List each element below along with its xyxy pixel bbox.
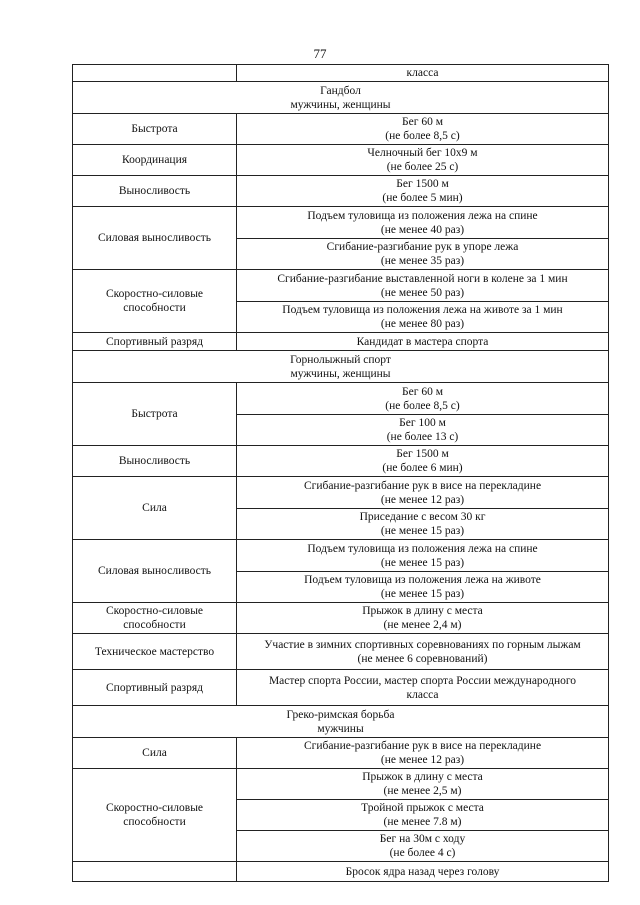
cell-text-line: Сгибание-разгибание рук в упоре лежа: [326, 241, 519, 253]
cell-text-line: (не менее 50 раз): [380, 286, 465, 299]
cell-text-line: Подъем туловища из положения лежа на спине: [307, 209, 538, 222]
sport-section-title: [73, 706, 609, 738]
quality-cell: [73, 446, 237, 477]
table-row: [73, 477, 609, 509]
test-standard-cell: [237, 540, 609, 572]
cell-text-line: Тройной прыжок с места: [361, 802, 484, 814]
quality-cell: [73, 114, 237, 145]
standards-table: [72, 64, 609, 882]
table-row: [73, 114, 609, 145]
cell-text-line: (не более 25 с): [386, 161, 459, 173]
sport-gender: мужчины, женщины: [290, 367, 391, 380]
table-row: [73, 738, 609, 769]
sport-section-row: [73, 706, 609, 738]
test-standard-cell: [237, 769, 609, 800]
test-standard-cell: [237, 446, 609, 477]
test-standard-cell: [237, 477, 609, 509]
cell-text-line: Бег 1500 м: [396, 178, 449, 190]
quality-cell: [73, 670, 237, 706]
quality-cell: [73, 477, 237, 540]
test-standard-cell: [237, 65, 609, 82]
sport-section-title: [73, 351, 609, 383]
quality-cell: [73, 634, 237, 670]
cell-text-line: (не менее 15 раз): [380, 525, 465, 537]
cell-text-line: (не менее 40 раз): [380, 223, 465, 236]
sport-name: Греко-римская борьба: [286, 708, 395, 721]
test-standard-cell: [237, 572, 609, 603]
test-standard-cell: [237, 738, 609, 769]
test-standard-cell: [237, 415, 609, 446]
quality-label: Скоростно-силовые способности: [105, 288, 204, 314]
cell-text-line: Бег 60 м: [402, 385, 443, 398]
test-standard-cell: [237, 145, 609, 176]
test-standard-cell: [237, 862, 609, 882]
cell-text-line: (не менее 12 раз): [380, 754, 465, 766]
cell-text-line: Подъем туловища из положения лежа на животе за 1 мин: [282, 304, 563, 316]
test-standard-cell: [237, 383, 609, 415]
cell-text-line: Челночный бег 10х9 м: [367, 147, 478, 159]
cell-text-line: (не менее 35 раз): [380, 255, 465, 267]
quality-label: Сила: [142, 502, 167, 514]
test-standard-cell: [237, 176, 609, 207]
cell-text-line: (не менее 15 раз): [380, 556, 465, 569]
test-standard-cell: [237, 302, 609, 333]
cell-text-line: (не более 8,5 с): [385, 399, 460, 412]
table-row: [73, 603, 609, 634]
cell-text-line: Приседание с весом 30 кг: [359, 511, 486, 523]
cell-text-line: (не менее 2,4 м): [383, 619, 462, 631]
cell-text-line: (не менее 2,5 м): [383, 785, 462, 797]
quality-cell: [73, 270, 237, 333]
cell-text-line: Мастер спорта России, мастер спорта России международного: [268, 674, 577, 687]
table-row: [73, 634, 609, 670]
cell-text-line: Подъем туловища из положения лежа на спине: [307, 542, 538, 555]
quality-label: Сила: [142, 747, 167, 759]
quality-cell: [73, 383, 237, 446]
cell-text-line: (не менее 15 раз): [380, 588, 465, 600]
cell-text-line: (не менее 80 раз): [380, 318, 465, 330]
test-standard-cell: [237, 114, 609, 145]
quality-label: Скоростно-силовые способности: [105, 605, 204, 631]
quality-label: Скоростно-силовые способности: [105, 802, 204, 828]
test-standard-cell: [237, 634, 609, 670]
quality-cell: [73, 65, 237, 82]
sport-gender: мужчины: [317, 722, 364, 735]
cell-text-line: Бег 60 м: [402, 116, 443, 128]
test-standard-cell: [237, 603, 609, 634]
table-row: [73, 270, 609, 302]
cell-text-line: (не менее 7.8 м): [383, 816, 462, 828]
quality-cell: [73, 207, 237, 270]
cell-text-line: (не более 5 мин): [382, 192, 463, 204]
table-row: [73, 65, 609, 82]
cell-text-line: (не более 4 с): [389, 847, 456, 859]
quality-label: Выносливость: [118, 455, 191, 467]
quality-label: Спортивный разряд: [106, 681, 203, 694]
cell-text-line: Кандидат в мастера спорта: [356, 335, 489, 348]
quality-cell: [73, 603, 237, 634]
quality-cell: [73, 862, 237, 882]
test-standard-cell: [237, 239, 609, 270]
sport-name: Горнолыжный спорт: [290, 353, 391, 366]
quality-cell: [73, 769, 237, 862]
quality-label: Техническое мастерство: [94, 645, 215, 658]
cell-text-line: класса: [406, 688, 439, 701]
cell-text-line: Участие в зимних спортивных соревнованиях по горным лыжам: [264, 638, 581, 651]
cell-text-line: Бросок ядра назад через голову: [345, 865, 500, 878]
cell-text-line: Бег 100 м: [399, 417, 446, 429]
cell-text-line: (не более 6 мин): [382, 462, 463, 474]
table-row: [73, 540, 609, 572]
table-row: [73, 446, 609, 477]
table-row: [73, 670, 609, 706]
quality-cell: [73, 176, 237, 207]
table-row: [73, 383, 609, 415]
sport-gender: мужчины, женщины: [290, 98, 391, 111]
test-standard-cell: [237, 831, 609, 862]
quality-label: Координация: [121, 154, 188, 166]
sport-section-row: [73, 351, 609, 383]
quality-label: Спортивный разряд: [106, 335, 203, 348]
cell-text-line: Сгибание-разгибание выставленной ноги в колене за 1 мин: [277, 272, 568, 285]
test-standard-cell: [237, 207, 609, 239]
page-number: 77: [313, 46, 327, 61]
cell-text-line: (не менее 6 соревнований): [357, 652, 488, 665]
cell-text-line: класса: [406, 67, 439, 79]
quality-cell: [73, 145, 237, 176]
quality-cell: [73, 540, 237, 603]
cell-text-line: Сгибание-разгибание рук в висе на перекладине: [303, 740, 542, 752]
test-standard-cell: [237, 670, 609, 706]
quality-cell: [73, 333, 237, 351]
test-standard-cell: [237, 509, 609, 540]
cell-text-line: Подъем туловища из положения лежа на животе: [304, 574, 541, 586]
sport-section-row: [73, 82, 609, 114]
quality-label: Силовая выносливость: [98, 232, 211, 244]
table-row: [73, 769, 609, 800]
test-standard-cell: [237, 333, 609, 351]
quality-cell: [73, 738, 237, 769]
quality-label: Быстрота: [131, 123, 178, 135]
cell-text-line: Прыжок в длину с места: [362, 771, 483, 783]
test-standard-cell: [237, 800, 609, 831]
quality-label: Силовая выносливость: [98, 565, 211, 577]
cell-text-line: Сгибание-разгибание рук в висе на перекладине: [303, 479, 542, 492]
cell-text-line: Прыжок в длину с места: [362, 605, 483, 617]
table-row: [73, 207, 609, 239]
cell-text-line: (не более 8,5 с): [385, 130, 460, 142]
table-row: [73, 862, 609, 882]
sport-name: Гандбол: [320, 84, 361, 97]
table-row: [73, 176, 609, 207]
table-row: [73, 333, 609, 351]
cell-text-line: (не более 13 с): [386, 431, 459, 443]
standards-table-body: [73, 65, 609, 882]
quality-label: Выносливость: [118, 185, 191, 197]
cell-text-line: Бег 1500 м: [396, 448, 449, 460]
test-standard-cell: [237, 270, 609, 302]
sport-section-title: [73, 82, 609, 114]
table-row: [73, 145, 609, 176]
cell-text-line: Бег на 30м с ходу: [379, 833, 466, 845]
cell-text-line: (не менее 12 раз): [380, 493, 465, 506]
quality-label: Быстрота: [131, 408, 178, 420]
